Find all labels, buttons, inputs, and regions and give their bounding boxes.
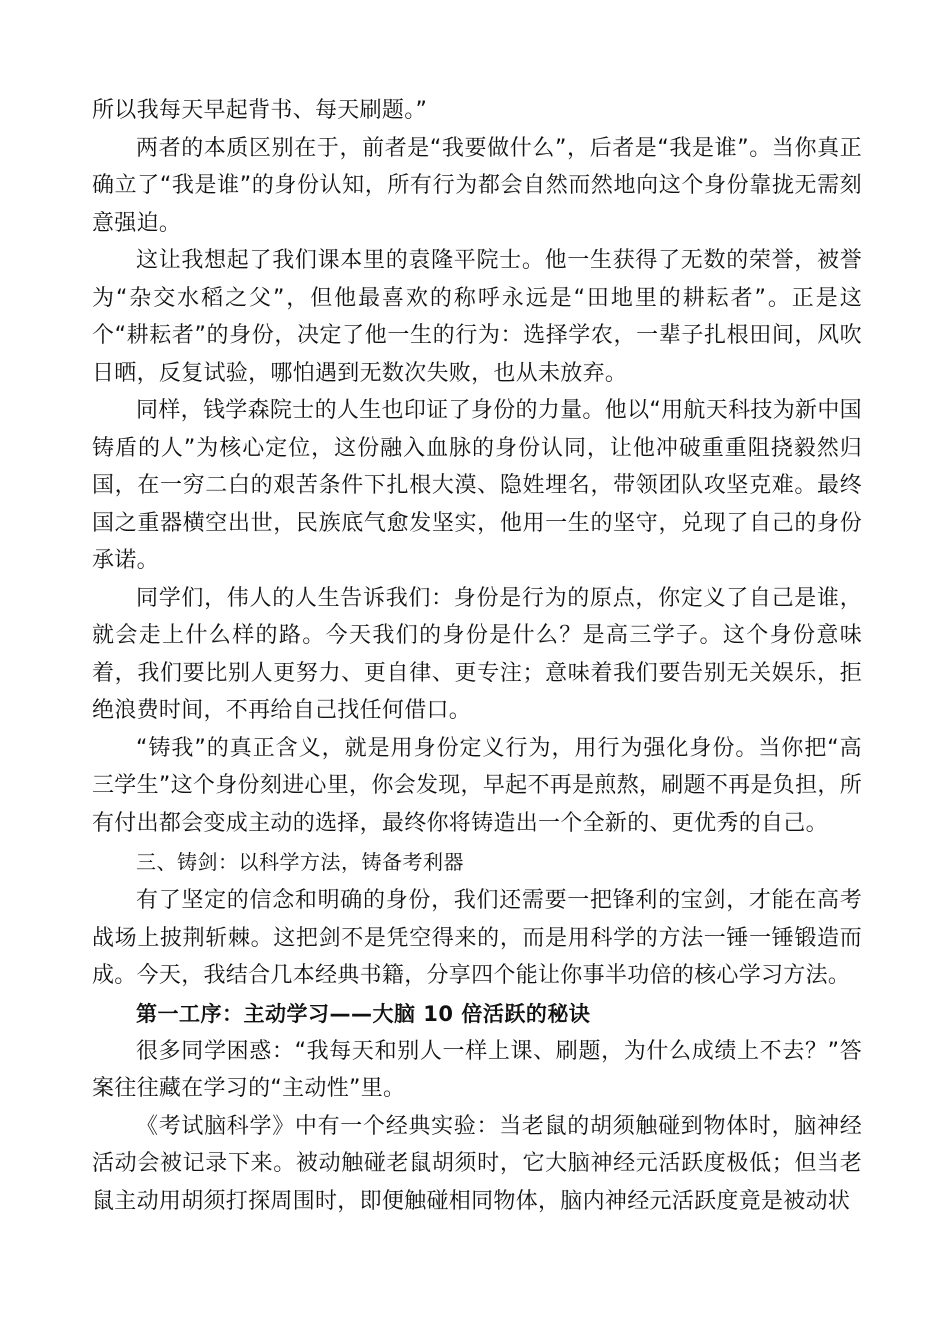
paragraph: 很多同学困惑：“我每天和别人一样上课、刷题，为什么成绩上不去？”答案往往藏在学习的“主动性”里。 bbox=[92, 1038, 862, 1101]
paragraph: 这让我想起了我们课本里的袁隆平院士。他一生获得了无数的荣誉，被誉为“杂交水稻之父”，但他最喜欢的称呼永远是“田地里的耕耘者”。正是这个“耕耘者”的身份，决定了他一生的行为：选择学农，一辈子扎根田间，风吹日晒，反复试验，哪怕遇到无数次失败，也从未放弃。 bbox=[92, 248, 862, 386]
paragraph: 《考试脑科学》中有一个经典实验：当老鼠的胡须触碰到物体时，脑神经活动会被记录下来。被动触碰老鼠胡须时，它大脑神经元活跃度极低；但当老鼠主动用胡须打探周围时，即便触碰相同物体，脑内神经元活跃度竟是被动状 bbox=[92, 1113, 862, 1214]
paragraph: 同学们，伟人的人生告诉我们：身份是行为的原点，你定义了自己是谁，就会走上什么样的路。今天我们的身份是什么？是高三学子。这个身份意味着，我们要比别人更努力、更自律、更专注；意味着我们要告别无关娱乐，拒绝浪费时间，不再给自己找任何借口。 bbox=[92, 585, 862, 723]
paragraph: 两者的本质区别在于，前者是“我要做什么”，后者是“我是谁”。当你真正确立了“我是谁”的身份认知，所有行为都会自然而然地向这个身份靠拢无需刻意强迫。 bbox=[92, 135, 862, 236]
paragraph: 所以我每天早起背书、每天刷题。” bbox=[92, 98, 428, 123]
document-body bbox=[92, 92, 862, 1220]
paragraph: “铸我”的真正含义，就是用身份定义行为，用行为强化身份。当你把“高三学生”这个身份刻进心里，你会发现，早起不再是煎熬，刷题不再是负担，所有付出都会变成主动的选择，最终你将铸造出一个全新的、更优秀的自己。 bbox=[92, 735, 862, 836]
paragraph: 同样，钱学森院士的人生也印证了身份的力量。他以“用航天科技为新中国铸盾的人”为核心定位，这份融入血脉的身份认同，让他冲破重重阻挠毅然归国，在一穷二白的艰苦条件下扎根大漠、隐姓埋名，带领团队攻坚克难。最终国之重器横空出世，民族底气愈发坚实，他用一生的坚守，兑现了自己的身份承诺。 bbox=[92, 398, 862, 573]
subsection-heading: 第一工序：主动学习——大脑 10 倍活跃的秘诀 bbox=[136, 1001, 591, 1026]
section-heading: 三、铸剑：以科学方法，铸备考利器 bbox=[136, 850, 464, 874]
paragraph: 有了坚定的信念和明确的身份，我们还需要一把锋利的宝剑，才能在高考战场上披荆斩棘。这把剑不是凭空得来的，而是用科学的方法一锤一锤锻造而成。今天，我结合几本经典书籍，分享四个能让你事半功倍的核心学习方法。 bbox=[92, 888, 862, 988]
